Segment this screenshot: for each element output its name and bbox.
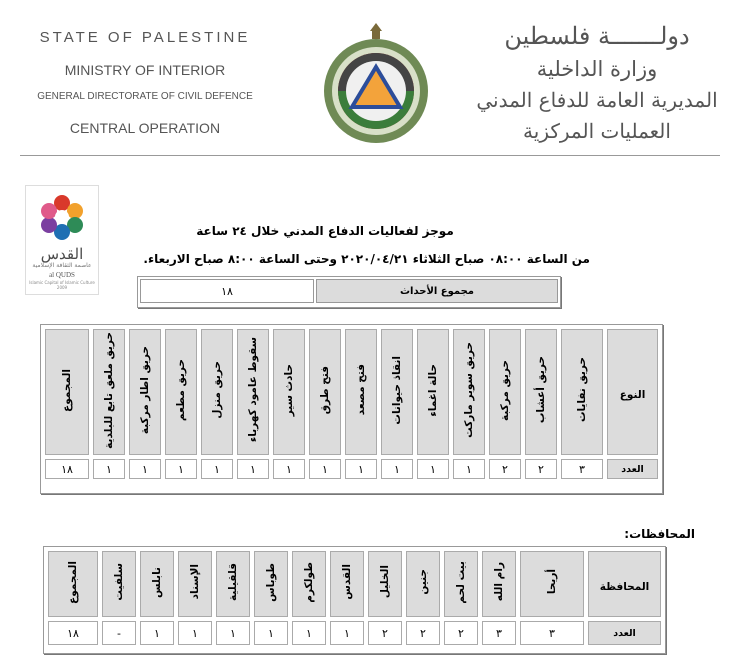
gov-header-4 [406,551,440,617]
type-header-7 [345,329,377,455]
type-count-5: ١ [417,459,449,479]
gov-header-label: الخليل [379,565,391,599]
report-period: من الساعة ٠٨:٠٠ صباح الثلاثاء ٢٠٢٠/٠٤/٢١ وحتى الساعة ٨:٠٠ صباح الاربعاء. [143,252,590,266]
type-count-7: ١ [345,459,377,479]
gov-header-label: طولكرم [303,561,315,603]
type-header-10 [237,329,269,455]
type-count-13: ١ [129,459,161,479]
type-header-13 [129,329,161,455]
gov-count-8: ١ [254,621,288,645]
type-header-label: حريق سوبر ماركت [463,342,475,438]
gov-header-9 [216,551,250,617]
type-header-label: حريق منزل [211,361,223,419]
gov-count-1: ٣ [520,621,584,645]
type-header-label: حادث سير [283,363,295,417]
gov-header-1 [520,551,584,617]
type-count-11: ١ [201,459,233,479]
gov-count-9: ١ [216,621,250,645]
header-ar-operation: العمليات المركزية [523,119,671,143]
type-header-label: حريق نفايات [576,357,588,423]
gov-header-label: المحافظة [599,580,650,593]
gov-header-label: رام الله [493,562,505,602]
header-ar-directorate: المديرية العامة للدفاع المدني [476,88,718,112]
type-count-9: ١ [273,459,305,479]
type-header-label: حريق اطار مركبة [139,345,151,435]
type-header-15 [45,329,89,455]
type-count-3: ٢ [489,459,521,479]
type-count-10: ١ [237,459,269,479]
gov-header-label: الإسناد [189,564,201,600]
header-en-directorate: GENERAL DIRECTORATE OF CIVIL DEFENCE [37,91,253,102]
type-header-0 [607,329,658,455]
gov-count-12: - [102,621,136,645]
type-header-14 [93,329,125,455]
gov-header-11 [140,551,174,617]
gov-header-5 [368,551,402,617]
gov-header-label: المجموع [67,560,79,604]
type-header-label: حريق مطعم [175,358,187,422]
gov-header-label: قلقيلية [227,563,239,601]
gov-header-label: بيت لحم [455,560,467,604]
logo-ar-sub: عاصمة الثقافة الإسلامية [32,262,92,269]
type-header-4 [453,329,485,455]
type-header-label: حريق ملعق تابع للبلدية [103,331,115,449]
gov-header-10 [178,551,212,617]
type-header-9 [273,329,305,455]
type-count-6: ١ [381,459,413,479]
gov-header-12 [102,551,136,617]
type-count-14: ١ [93,459,125,479]
incident-types-table [40,324,663,494]
type-header-label: حريق مركبة [499,359,511,421]
type-header-label: حالة اغماء [427,363,439,417]
gov-count-2: ٣ [482,621,516,645]
header-en-state: STATE OF PALESTINE [39,29,251,46]
gov-header-label: نابلس [151,566,163,598]
type-header-label: حريق أعشاب [535,356,547,424]
logo-en-sub: Islamic Capital of Islamic Culture 2009 [29,280,95,290]
type-row-label: العدد [607,459,658,479]
gov-count-4: ٢ [406,621,440,645]
type-count-15: ١٨ [45,459,89,479]
gov-header-label: جنين [417,569,429,595]
type-header-2 [525,329,557,455]
type-count-4: ١ [453,459,485,479]
al-quds-flower-icon [37,192,87,242]
gov-count-13: ١٨ [48,621,98,645]
gov-count-3: ٢ [444,621,478,645]
gov-header-label: طوباس [265,562,277,602]
header-en-operation: CENTRAL OPERATION [69,120,221,136]
governorates-table [43,546,666,654]
summary-total-value: ١٨ [140,279,314,303]
type-count-2: ٢ [525,459,557,479]
type-header-label: المجموع [61,368,73,412]
type-header-label: سقوط عامود كهرباء [247,337,259,443]
summary-box [137,276,561,308]
summary-total-label: مجموع الأحداث [316,279,558,303]
header-ar-ministry: وزارة الداخلية [536,57,658,81]
header-divider [20,155,720,156]
logo-en-name: al QUDS [49,271,75,279]
gov-header-8 [254,551,288,617]
header-ar-state: دولـــــــة فلسطين [504,22,690,50]
type-header-8 [309,329,341,455]
al-quds-logo [25,185,99,295]
type-header-label: فتح مصعد [355,364,367,416]
type-count-8: ١ [309,459,341,479]
logo-ar-name: القدس [40,245,84,263]
type-header-3 [489,329,521,455]
gov-count-5: ٢ [368,621,402,645]
gov-header-0 [588,551,661,617]
gov-header-7 [292,551,326,617]
type-header-label: انقاذ حيوانات [391,355,403,425]
type-header-label: النوع [619,388,646,401]
type-header-label: فتح طرق [319,365,331,415]
gov-header-2 [482,551,516,617]
type-header-12 [165,329,197,455]
gov-row-label: العدد [588,621,661,645]
gov-header-label: أريحا [546,569,558,595]
gov-header-label: سلفيت [113,563,125,601]
header-en-ministry: MINISTRY OF INTERIOR [64,62,226,78]
gov-header-3 [444,551,478,617]
type-count-12: ١ [165,459,197,479]
civil-defence-emblem [316,15,436,147]
gov-header-label: القدس [341,564,353,600]
gov-header-13 [48,551,98,617]
gov-header-6 [330,551,364,617]
report-title: موجز لفعاليات الدفاع المدني خلال ٢٤ ساعة [196,224,454,238]
type-header-1 [561,329,603,455]
gov-count-6: ١ [330,621,364,645]
type-header-5 [417,329,449,455]
gov-count-10: ١ [178,621,212,645]
type-header-6 [381,329,413,455]
governorates-heading: المحافظات: [624,527,695,541]
gov-count-7: ١ [292,621,326,645]
type-count-1: ٣ [561,459,603,479]
gov-count-11: ١ [140,621,174,645]
type-header-11 [201,329,233,455]
